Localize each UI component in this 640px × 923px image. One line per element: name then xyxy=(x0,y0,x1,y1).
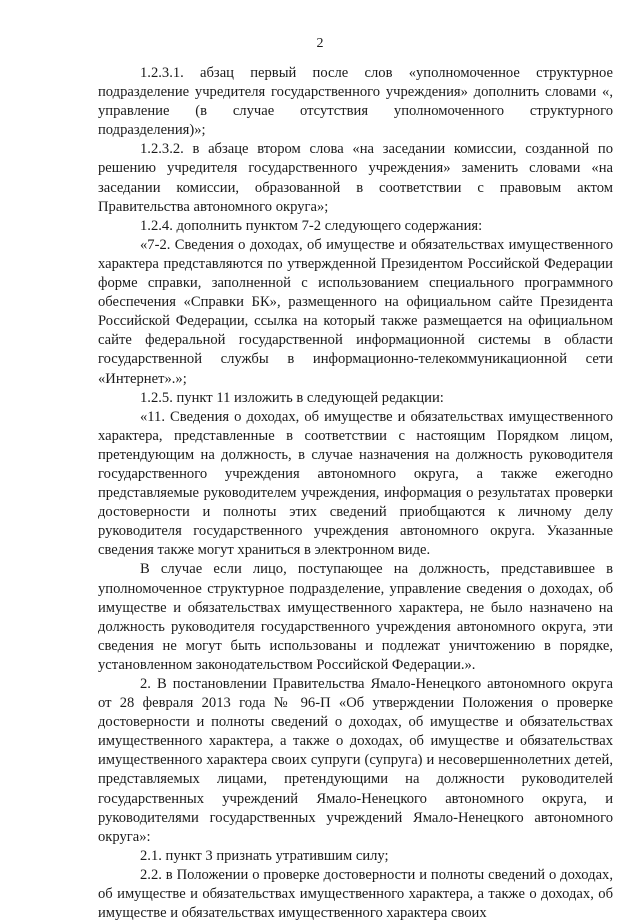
paragraph-2-2: 2.2. в Положении о проверке достоверности и полноты сведений о доходах, об имуществе и обязательствах имущественного характера, а также о доходах, об имуществе и обязательствах имущественного характера своих xyxy=(98,866,613,922)
paragraph-1-2-5: 1.2.5. пункт 11 изложить в следующей редакции: xyxy=(140,389,444,406)
document-body xyxy=(98,64,613,923)
paragraph-2: 2. В постановлении Правительства Ямало-Ненецкого автономного округа от 28 февраля 2013 года № 96-П «Об утверждении Положения о проверке достоверности и полноты сведений о доходах, об имуществе и обязательствах имущественного характера, а также о доходах, об имуществе и обязательствах имущественного характера своих супруги (супруга) и несовершеннолетних детей, представляемых лицами, претендующими на должности руководителей государственных учреждений Ямало-Ненецкого автономного округа, и руководителями государственных учреждений Ямало-Ненецкого автономного округа»: xyxy=(98,676,613,845)
page-number: 2 xyxy=(316,36,324,51)
paragraph-7-2-text: «7-2. Сведения о доходах, об имуществе и обязательствах имущественного характера представляются по утвержденной Президентом Российской Федерации форме справки, заполненной с использованием специального программного обеспечения «Справки БК», размещенного на официальном сайте Президента Российской Федерации, ссылка на который также размещается на официальном сайте федеральной государственной информационной системы в области государственной службы в информационно-телекоммуникационной сети «Интернет».»; xyxy=(98,236,613,387)
paragraph-11-continued: В случае если лицо, поступающее на должность, представившее в уполномоченное структурное подразделение, управление сведения о доходах, об имуществе и обязательствах имущественного характера, не было назначено на должность руководителя государственного учреждения автономного округа, эти сведения не могут быть использованы и подлежат уничтожению в порядке, установленном законодательством Российской Федерации.». xyxy=(98,561,613,673)
paragraph-1-2-4: 1.2.4. дополнить пунктом 7-2 следующего содержания: xyxy=(140,217,483,234)
paragraph-2-1: 2.1. пункт 3 признать утратившим силу; xyxy=(140,847,389,864)
paragraph-11-text: «11. Сведения о доходах, об имуществе и обязательствах имущественного характера, представленные в соответствии с настоящим Порядком лицом, претендующим на должность, в случае назначения на должность руководителя государственного учреждения автономного округа, а также ежегодно представляемые руководителем учреждения, информация о результатах проверки достоверности и полноты этих сведений приобщаются к личному делу руководителя государственного учреждения автономного округа. Указанные сведения также могут храниться в электронном виде. xyxy=(98,408,613,559)
paragraph-1-2-3-2: 1.2.3.2. в абзаце втором слова «на заседании комиссии, созданной по решению учредителя государственного учреждения» заменить словами «на заседании комиссии, образованной в соответствии с правовым актом Правительства автономного округа»; xyxy=(98,141,613,215)
paragraph-1-2-3-1: 1.2.3.1. абзац первый после слов «уполномоченное структурное подразделение учредителя государственного учреждения» дополнить словами «, управление (в случае отсутствия уполномоченного структурного подразделения)»; xyxy=(98,65,613,139)
